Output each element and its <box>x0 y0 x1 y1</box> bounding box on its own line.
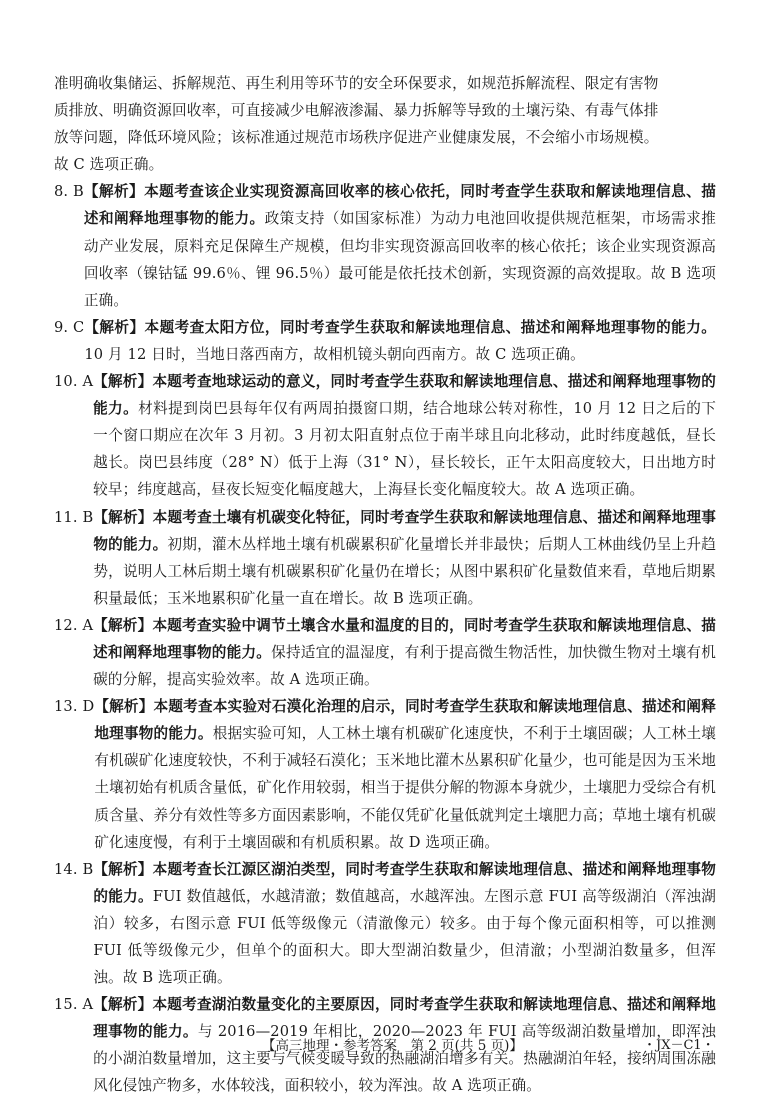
analysis-body: FUI 数值越低，水越清澈；数值越高，水越浑浊。左图示意 FUI 高等级湖泊（浑浊湖泊）较多，右图示意 FUI 低等级像元（清澈像元）较多。由于每个像元面积相等，可以推测 FUI 低等级像元少，但单个的面积大。即大型湖泊数量少，但清澈；小型湖泊数量多，但浑浊。故 B 选项正确。 <box>93 887 716 987</box>
analysis-tag: 【解析】 <box>93 508 153 526</box>
question-number: 10. A <box>54 373 94 391</box>
analysis-tag: 【解析】 <box>93 616 153 634</box>
footer-code: ・JX－C1・ <box>643 1038 715 1053</box>
question-number: 12. A <box>54 616 94 634</box>
answer-item-10 <box>54 368 716 503</box>
answer-explanation <box>93 368 716 503</box>
question-number: 13. D <box>54 698 95 716</box>
analysis-tag: 【解析】 <box>83 183 145 201</box>
analysis-tag: 【解析】 <box>93 996 153 1014</box>
question-number: 14. B <box>54 860 94 878</box>
analysis-body: 保持适宜的温湿度，有利于提高微生物活性，加快微生物对土壤有机碳的分解，提高实验效率。故 A 选项正确。 <box>93 643 716 689</box>
analysis-lead: 本题考查地球运动的意义，同时考查学生获取和解读地理信息、描述和阐释地理事物的能力。 <box>93 373 716 418</box>
analysis-tag: 【解析】 <box>94 698 154 716</box>
document-body <box>54 70 716 1100</box>
page-footer <box>0 1034 764 1056</box>
answer-explanation <box>93 504 716 612</box>
analysis-lead: 本题考查本实验对石漠化治理的启示，同时考查学生获取和解读地理信息、描述和阐释地理事物的能力。 <box>94 698 716 743</box>
answer-item-8 <box>54 178 716 313</box>
answer-item-13 <box>54 693 716 856</box>
analysis-lead: 本题考查土壤有机碳变化特征，同时考查学生获取和解读地理信息、描述和阐释地理事物的能力。 <box>93 508 716 553</box>
analysis-lead: 本题考查太阳方位，同时考查学生获取和解读地理信息、描述和阐释地理事物的能力。 <box>144 318 716 336</box>
analysis-lead: 本题考查长江源区湖泊类型，同时考查学生获取和解读地理信息、描述和阐释地理事物的能力。 <box>93 860 716 905</box>
analysis-tag: 【解析】 <box>93 860 153 878</box>
question-number: 15. A <box>54 996 94 1014</box>
answer-item-14 <box>54 856 716 991</box>
footer-page-info: 【高三地理・参考答案 第 2 页(共 5 页)】 <box>262 1038 523 1054</box>
question-number: 8. B <box>54 183 84 201</box>
intro-line: 放等问题，降低环境风险；该标准通过规范市场秩序促进产业健康发展，不会缩小市场规模。 <box>54 129 659 147</box>
analysis-body: 初期，灌木丛样地土壤有机碳累积矿化量增长并非最快；后期人工林曲线仍呈上升趋势，说明人工林后期土壤有机碳累积矿化量仍在增长；从图中累积矿化量数值来看，草地后期累积量最低；玉米地累积矿化量一直在增长。故 B 选项正确。 <box>93 535 716 607</box>
analysis-body: 10 月 12 日时，当地日落西南方，故相机镜头朝向西南方。故 C 选项正确。 <box>84 345 585 363</box>
answer-explanation <box>84 178 716 313</box>
question-number: 9. C <box>54 318 85 336</box>
answer-explanation <box>94 693 716 856</box>
analysis-lead: 本题考查该企业实现资源高回收率的核心依托，同时考查学生获取和解读地理信息、描述和阐释地理事物的能力。 <box>83 183 716 228</box>
analysis-body: 与 2016—2019 年相比，2020—2023 年 FUI 高等级湖泊数量增加，即浑浊的小湖泊数量增加，这主要与气候变暖导致的热融湖泊增多有关。热融湖泊年轻，接纳周围冻融风化侵蚀产物多，水体较浅，面积较小，较为浑浊。故 A 选项正确。 <box>93 1023 716 1095</box>
analysis-body: 根据实验可知，人工林土壤有机碳矿化速度快，不利于土壤固碳；人工林土壤有机碳矿化速度较快，不利于减轻石漠化；玉米地比灌木丛累积矿化量少，也可能是因为玉米地土壤初始有机质含量低，矿化作用较弱，相当于提供分解的物源本身就少，土壤肥力受综合有机质含量、养分有效性等多方面因素影响，不能仅凭矿化量低就判定土壤肥力高；草地土壤有机碳矿化速度慢，有利于土壤固碳和有机质积累。故 D 选项正确。 <box>94 725 717 851</box>
answer-item-12 <box>54 612 716 693</box>
analysis-lead: 本题考查实验中调节土壤含水量和温度的目的，同时考查学生获取和解读地理信息、描述和阐释地理事物的能力。 <box>93 616 716 661</box>
analysis-lead: 本题考查湖泊数量变化的主要原因，同时考查学生获取和解读地理信息、描述和阐释地理事物的能力。 <box>93 996 716 1041</box>
answer-explanation <box>93 612 716 693</box>
question-number: 11. B <box>54 508 94 526</box>
answer-item-9 <box>54 314 716 368</box>
analysis-tag: 【解析】 <box>84 318 145 336</box>
intro-line: 准明确收集储运、拆解规范、再生利用等环节的安全环保要求，如规范拆解流程、限定有害物 <box>54 75 659 92</box>
answer-explanation <box>84 314 716 368</box>
analysis-tag: 【解析】 <box>93 373 153 391</box>
intro-line: 故 C 选项正确。 <box>54 156 164 174</box>
answer-explanation <box>93 856 716 991</box>
answer-item-11 <box>54 504 716 612</box>
analysis-body: 材料提到岗巴县每年仅有两周拍摄窗口期，结合地球公转对称性，10 月 12 日之后的下一个窗口期应在次年 3 月初。3 月初太阳直射点位于南半球且向北移动，此时纬度越低，昼长越长。岗巴县纬度（28° N）低于上海（31° N），昼长较长，正午太阳高度较大，日出地方时较早；纬度越高，昼夜长短变化幅度越大，上海昼长变化幅度较大。故 A 选项正确。 <box>93 400 716 499</box>
intro-paragraph <box>54 70 716 178</box>
analysis-body: 政策支持（如国家标准）为动力电池回收提供规范框架，市场需求推动产业发展，原料充足保障生产规模，但均非实现资源高回收率的核心依托；该企业实现资源高回收率（镍钴锰 99.6％、锂 96.5％）最可能是依托技术创新，实现资源的高效提取。故 B 选项正确。 <box>83 210 716 309</box>
intro-line: 质排放、明确资源回收率，可直接减少电解液渗漏、暴力拆解等导致的土壤污染、有毒气体排 <box>54 102 659 120</box>
